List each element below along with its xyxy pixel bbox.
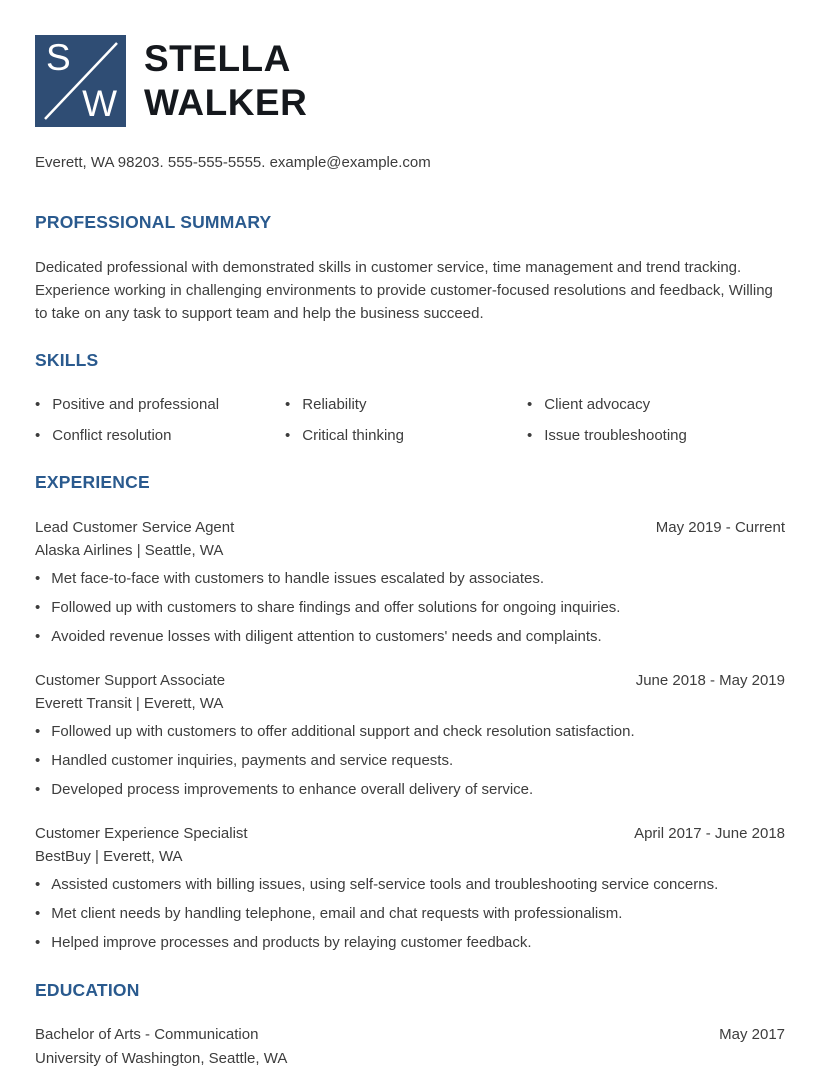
bullet-icon: •	[527, 396, 533, 413]
job-title: Customer Support Associate	[35, 672, 226, 689]
skill-item	[527, 396, 785, 414]
job-bullet-text: Met face-to-face with customers to handle issues escalated by associates.	[51, 570, 545, 587]
job-head	[35, 672, 785, 690]
job-bullet	[35, 628, 785, 646]
job-bullet	[35, 752, 785, 770]
name-line-1: STELLA	[144, 38, 291, 79]
summary-heading: PROFESSIONAL SUMMARY	[35, 212, 272, 232]
logo-letter-s: S	[46, 37, 71, 78]
job-dates: June 2018 - May 2019	[635, 672, 785, 689]
bullet-icon: •	[35, 396, 41, 413]
bullet-icon: •	[35, 570, 41, 587]
skills-grid	[35, 396, 785, 445]
job-bullets	[35, 570, 785, 646]
name-line-2: WALKER	[144, 82, 308, 123]
job-bullet-text: Helped improve processes and products by relaying customer feedback.	[51, 934, 532, 951]
education-date: May 2017	[719, 1026, 785, 1043]
education-degree: Bachelor of Arts - Communication	[35, 1026, 259, 1043]
skill-item	[35, 396, 285, 414]
job-bullet	[35, 599, 785, 617]
education-head	[35, 1026, 785, 1044]
bullet-icon: •	[285, 427, 291, 444]
bullet-icon: •	[35, 427, 41, 444]
job-company: BestBuy | Everett, WA	[35, 848, 183, 865]
skills-heading: SKILLS	[35, 350, 99, 370]
job-entry	[35, 672, 785, 799]
job-bullet-text: Followed up with customers to offer additional support and check resolution satisfaction.	[51, 723, 635, 740]
job-bullet	[35, 570, 785, 588]
job-bullet-text: Assisted customers with billing issues, using self-service tools and troubleshooting service concerns.	[51, 876, 719, 893]
brand-logo	[35, 35, 126, 127]
skill-item	[527, 427, 785, 445]
bullet-icon: •	[35, 599, 41, 616]
bullet-icon: •	[35, 876, 41, 893]
bullet-icon: •	[285, 396, 291, 413]
job-bullets	[35, 723, 785, 799]
skill-label: Critical thinking	[302, 427, 404, 444]
skill-item	[285, 396, 527, 414]
section-skills	[35, 350, 785, 445]
skill-label: Positive and professional	[52, 396, 220, 413]
bullet-icon: •	[527, 427, 533, 444]
candidate-name	[144, 37, 307, 125]
job-bullet-text: Met client needs by handling telephone, email and chat requests with professionalism.	[51, 905, 623, 922]
bullet-icon: •	[35, 905, 41, 922]
skill-label: Conflict resolution	[52, 427, 172, 444]
experience-heading: EXPERIENCE	[35, 472, 150, 492]
job-bullets	[35, 876, 785, 952]
skill-label: Client advocacy	[544, 396, 651, 413]
bullet-icon: •	[35, 628, 41, 645]
job-title: Lead Customer Service Agent	[35, 519, 235, 536]
job-bullet	[35, 876, 785, 894]
bullet-icon: •	[35, 934, 41, 951]
job-company: Everett Transit | Everett, WA	[35, 695, 224, 712]
job-bullet-text: Avoided revenue losses with diligent attention to customers' needs and complaints.	[51, 628, 602, 645]
job-bullet-text: Followed up with customers to share findings and offer solutions for ongoing inquiries.	[51, 599, 621, 616]
logo-letter-w: W	[82, 82, 117, 124]
summary-text: Dedicated professional with demonstrated skills in customer service, time management and trend tracking. Experience working in challenging environments to provide customer-focused resolutions and feedback, Willing to take on any task to support team and help the business succeed.	[35, 259, 773, 322]
skill-label: Reliability	[302, 396, 367, 413]
job-dates: April 2017 - June 2018	[634, 825, 785, 842]
bullet-icon: •	[35, 781, 41, 798]
education-heading: EDUCATION	[35, 980, 140, 1000]
skill-item	[285, 427, 527, 445]
job-company: Alaska Airlines | Seattle, WA	[35, 542, 224, 559]
job-bullet	[35, 723, 785, 741]
bullet-icon: •	[35, 752, 41, 769]
education-school: University of Washington, Seattle, WA	[35, 1050, 288, 1067]
job-head	[35, 825, 785, 843]
job-bullet-text: Handled customer inquiries, payments and service requests.	[51, 752, 454, 769]
resume-header	[35, 35, 785, 127]
job-bullet	[35, 934, 785, 952]
section-education	[35, 980, 785, 1068]
job-head	[35, 519, 785, 537]
bullet-icon: •	[35, 723, 41, 740]
skill-item	[35, 427, 285, 445]
job-dates: May 2019 - Current	[655, 519, 785, 536]
job-bullet	[35, 905, 785, 923]
job-entry	[35, 825, 785, 952]
section-experience	[35, 472, 785, 952]
contact-line: Everett, WA 98203. 555-555-5555. example@example.com	[35, 154, 431, 171]
section-professional-summary	[35, 212, 785, 325]
skill-label: Issue troubleshooting	[544, 427, 687, 444]
job-entry	[35, 519, 785, 646]
job-title: Customer Experience Specialist	[35, 825, 248, 842]
job-bullet-text: Developed process improvements to enhance overall delivery of service.	[51, 781, 534, 798]
job-bullet	[35, 781, 785, 799]
